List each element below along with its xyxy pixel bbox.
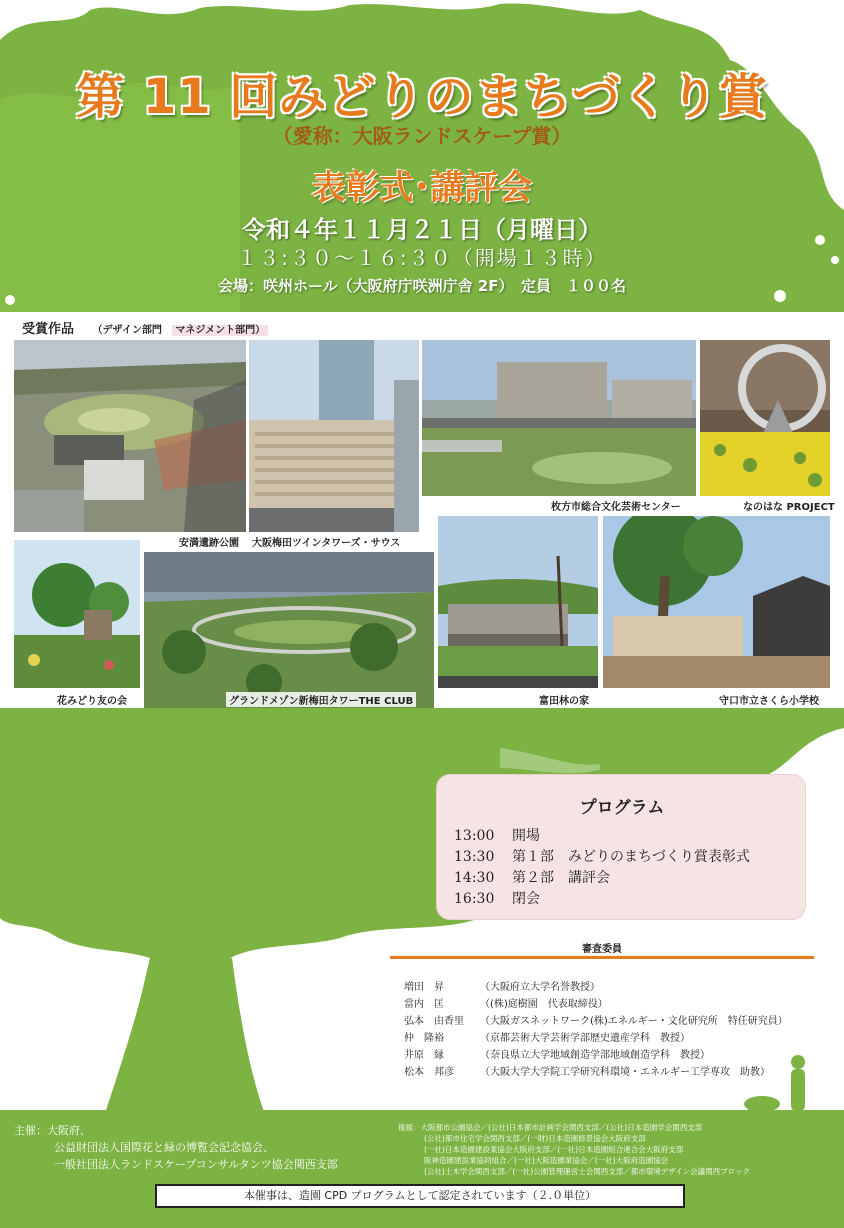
organizer-block: [14, 1122, 338, 1173]
program-item-time: 16:30: [454, 891, 495, 907]
judge-row: [404, 978, 600, 993]
caption-hanamidori-club: 花みどり友の会: [54, 692, 130, 707]
program-item-time: 13:00: [454, 828, 495, 844]
event-title: 第 11 回みどりのまちづくり賞: [76, 69, 768, 125]
judge-affiliation: （大阪府立大学名誉教授）: [480, 982, 600, 993]
program-item-time: 14:30: [454, 870, 495, 886]
works-heading: [22, 318, 274, 337]
judge-name: 井原 縁: [404, 1050, 444, 1061]
program-item: [454, 888, 540, 908]
caption-tomitabayashi-house: 富田林の家: [536, 692, 592, 707]
judge-row: [404, 995, 608, 1010]
program-title: プログラム: [579, 798, 665, 818]
event-nickname: （愛称：大阪ランドスケープ賞）: [272, 124, 572, 148]
design-category-tag: （デザイン部門: [92, 325, 162, 336]
judges-title: 審査委員: [582, 944, 622, 955]
judge-name: 増田 昇: [404, 982, 444, 993]
judge-affiliation: （京都芸術大学芸術学部歴史遺産学科 教授）: [480, 1033, 690, 1044]
program-item-label: 第２部 講評会: [512, 870, 610, 886]
judge-affiliation: （大阪大学大学院工学研究科環境・エネルギー工学専攻 助教）: [480, 1067, 770, 1078]
photo-nanohana-project: [700, 340, 830, 496]
judge-row: [404, 1029, 690, 1044]
program-item-label: 第１部 みどりのまちづくり賞表彰式: [512, 849, 750, 865]
photo-tomitabayashi-house: [438, 516, 598, 688]
photo-hanamidori-club: [14, 540, 140, 688]
caption-nanohana-project: なのはな PROJECT: [740, 498, 838, 513]
organizer-line: 主催：大阪府、: [14, 1124, 91, 1137]
sponsor-line: (公社)都市住宅学会関西支部／(一財)日本造園修景協会大阪府支部: [424, 1134, 646, 1143]
event-venue: 会場：咲州ホール（大阪府庁咲洲庁舎 2F） 定員 １００名: [217, 277, 627, 295]
photo-umeda-twin-towers: [249, 340, 419, 532]
organizer-line: 公益財団法人国際花と緑の博覧会記念協会、: [54, 1141, 274, 1154]
judge-name: 當内 匡: [404, 999, 444, 1010]
organizer-line: 一般社団法人ランドスケープコンサルタンツ協会関西支部: [54, 1158, 338, 1171]
sponsor-line: (公社)土木学会関西支部／(一社)公園管理運営士会関西支部／都市環境デザイン会議関西ブロック: [424, 1167, 751, 1176]
sponsor-line: 阪神造園建設業協同組合／(一社)大阪造園業協会／(一社)大阪府造園協会: [424, 1156, 669, 1165]
judge-row: [404, 1012, 788, 1027]
caption-hirakata-art-center: 枚方市総合文化芸術センター: [548, 498, 684, 513]
photo-grandmaison-tower: [144, 552, 434, 708]
sponsor-line: 後援：大阪都市公園協会／(公社)日本都市計画学会関西支部／(公社)日本造園学会関西支部: [398, 1123, 703, 1132]
caption-grandmaison-tower: グランドメゾン新梅田タワーTHE CLUB: [226, 692, 416, 707]
judge-row: [404, 1046, 710, 1061]
judges-divider: [390, 956, 814, 959]
program-item-time: 13:30: [454, 849, 495, 865]
sponsor-line: (一社)日本造園建設業協会大阪府支部／(一社)日本造園組合連合会大阪府支部: [424, 1145, 684, 1154]
management-category-tag: マネジメント部門）: [172, 325, 268, 336]
judge-affiliation: （奈良県立大学地域創造学部地域創造学科 教授）: [480, 1050, 710, 1061]
judge-row: [404, 1063, 770, 1078]
photo-hirakata-art-center: [422, 340, 696, 496]
program-box: [436, 774, 806, 920]
program-item-label: 閉会: [512, 891, 540, 907]
judge-name: 弘本 由香里: [404, 1016, 464, 1027]
ceremony-title: 表彰式･講評会: [311, 168, 533, 208]
program-item: [454, 867, 610, 887]
judge-affiliation: （大阪ガスネットワーク(株)エネルギー・文化研究所 特任研究員）: [480, 1016, 788, 1027]
judge-name: 松本 邦彦: [404, 1067, 454, 1078]
caption-ankamino-park: 安満遺跡公園: [176, 534, 242, 549]
program-item: [454, 825, 540, 845]
photo-moriguchi-school: [603, 516, 830, 688]
judge-name: 仲 隆裕: [404, 1033, 444, 1044]
cpd-notice: 本催事は、造園 CPD プログラムとして認定されています（２.０単位）: [155, 1184, 685, 1208]
caption-umeda-twin-towers: 大阪梅田ツインタワーズ・サウス: [249, 534, 403, 549]
sponsors-block: [398, 1122, 838, 1177]
event-date: 令和４年１１月２１日（月曜日）: [242, 216, 602, 244]
program-item: [454, 846, 750, 866]
caption-moriguchi-school: 守口市立さくら小学校: [716, 692, 822, 707]
works-heading-label: 受賞作品: [22, 322, 75, 337]
judge-affiliation: （(株)庭樹園 代表取締役）: [480, 999, 608, 1010]
event-time: １３:３０〜１６:３０（開場１３時）: [237, 246, 607, 270]
program-item-label: 開場: [512, 828, 540, 844]
photo-ankamino-park: [14, 340, 246, 532]
